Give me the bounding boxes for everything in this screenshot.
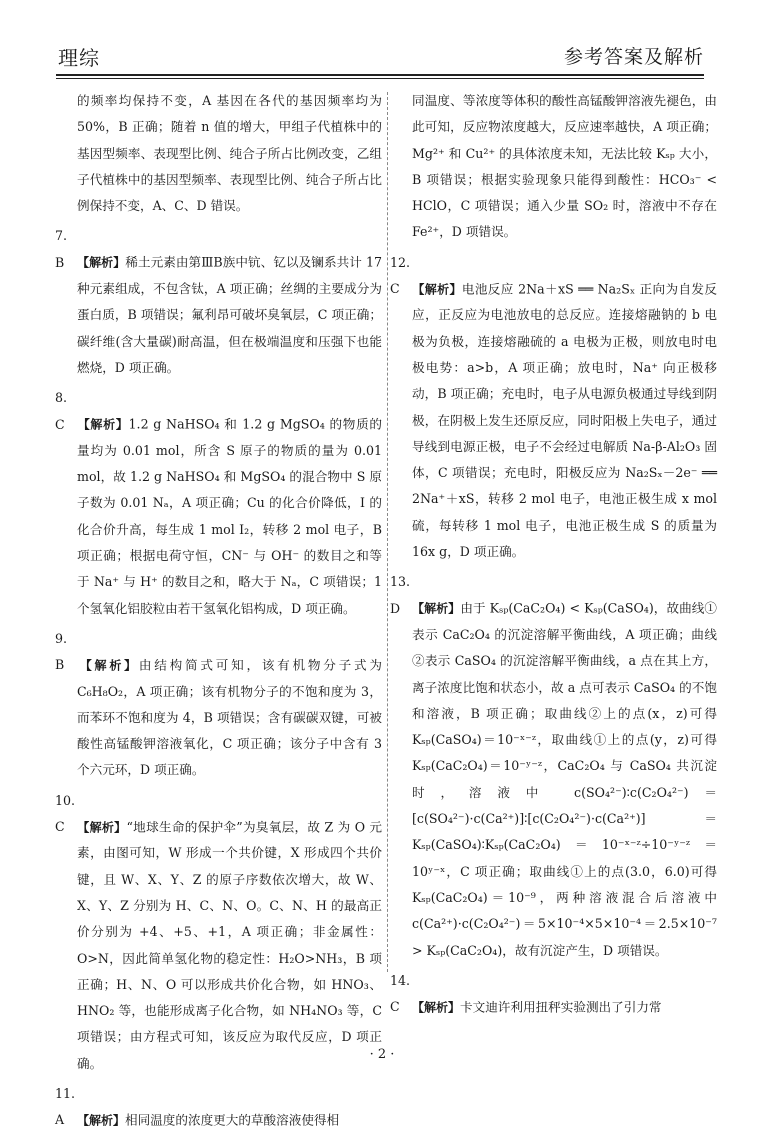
answer-item — [55, 223, 382, 381]
analysis-tag: 【解析】 — [77, 658, 139, 673]
answer-number: 9. B — [55, 630, 68, 673]
answer-text: 电池反应 2Na＋xS ══ Na₂Sₓ 正向为自发反应，正反应为电池放电的总反应。连接熔融钠的 b 电极为负极，连接熔融硫的 a 电极为正极，则放电时电极电势：a>b，A 项正确；放电时，Na⁺ 向正极移动，B 项正确；充电时，电子从电源负极通过导线到阴极，在阴极上发生还原反应，同时阳极上失电子，通过导线到电源正极，电子不会经过电解质 Na-β-Al₂O₃ 固体，C 项错误；充电时，阳极反应为 Na₂Sₓ－2e⁻ ══ 2Na⁺＋xS，转移 2 mol 电子，电池正极生成 x mol 硫，每转移 1 mol 电子，电池正极生成 S 的质量为 16x g，D 项正确。 — [412, 281, 717, 560]
answer-item — [55, 385, 382, 622]
answer-text: 1.2 g NaHSO₄ 和 1.2 g MgSO₄ 的物质的量均为 0.01 mol，所含 S 原子的物质的量为 0.01 mol，故 1.2 g NaHSO₄ 和 MgSO₄ 的混合物中 S 原子数为 0.01 Nₐ，A 项正确；Cu 的化合价降低，I 的化合价升高，每生成 1 mol I₂，转移 2 mol 电子，B 项正确；根据电荷守恒，CN⁻ 与 OH⁻ 的数目之和等于 Na⁺ 与 H⁺ 的数目之和，略大于 Nₐ，C 项错误；1 个氢氧化铝胶粒由若干氢氧化铝构成，D 项正确。 — [77, 416, 382, 616]
answer-item — [77, 88, 382, 219]
answer-text: 的频率均保持不变，A 基因在各代的基因频率均为 50%，B 正确；随着 n 值的增大，甲组子代植株中的基因型频率、表现型比例、纯合子所占比例改变，乙组子代植株中的基因型频率、表现型比例、纯合子所占比例保持不变，A、C、D 错误。 — [77, 93, 382, 214]
header-rule — [56, 74, 704, 76]
analysis-tag: 【解析】 — [77, 820, 127, 835]
answer-number: 7. B — [55, 228, 68, 270]
analysis-tag: 【解析】 — [412, 1000, 461, 1015]
answer-number: 8. C — [55, 390, 68, 432]
header-subject: 理综 — [58, 46, 100, 70]
answer-item — [390, 569, 717, 963]
analysis-tag: 【解析】 — [77, 1113, 126, 1128]
answer-item — [55, 1081, 382, 1134]
answer-item — [55, 788, 382, 1077]
answer-text: 卡文迪许利用扭秤实验测出了引力常 — [460, 999, 662, 1015]
header-rule-thin — [56, 78, 704, 79]
answer-text: 由结构简式可知，该有机物分子式为 C₆H₈O₂，A 项正确；该有机物分子的不饱和度为 3，而苯环不饱和度为 4，B 项错误；含有碳碳双键，可被酸性高锰酸钾溶液氧化，C 项正确；该分子中含有 3 个六元环，D 项正确。 — [77, 657, 382, 778]
answer-item — [412, 88, 717, 246]
answer-text: 稀土元素由第ⅢB族中钪、钇以及镧系共计 17 种元素组成，不包含钛，A 项正确；丝绸的主要成分为蛋白质，B 项错误；氟利昂可破坏臭氧层，C 项正确；碳纤维(含大量碳)耐高温，但在极端温度和压强下也能燃烧，D 项正确。 — [77, 254, 382, 375]
answer-text: “地球生命的保护伞”为臭氧层，故 Z 为 O 元素，由图可知，W 形成一个共价键，X 形成四个共价键，且 W、X、Y、Z 的原子序数依次增大，故 W、X、Y、Z 分别为 H、C、N、O。C、N、H 的最高正价分别为 +4、+5、+1，A 项正确；非金属性：O>N，因此简单氢化物的稳定性：H₂O>NH₃，B 项正确；H、N、O 可以形成共价化合物，如 HNO₃、HNO₂ 等，也能形成离子化合物，如 NH₄NO₃ 等，C 项错误；由方程式可知，该反应为取代反应，D 项正确。 — [77, 819, 382, 1071]
answer-text: 同温度、等浓度等体积的酸性高锰酸钾溶液先褪色，由此可知，反应物浓度越大，反应速率越快，A 项正确；Mg²⁺ 和 Cu²⁺ 的具体浓度未知，无法比较 Kₛₚ 大小，B 项错误；根据实验现象只能得到酸性：HCO₃⁻ < HClO，C 项错误；通入少量 SO₂ 时，溶液中不存在 Fe²⁺，D 项错误。 — [412, 93, 717, 240]
analysis-tag: 【解析】 — [412, 601, 461, 616]
answer-number: 13. D — [390, 574, 411, 616]
answer-item — [390, 250, 717, 566]
analysis-tag: 【解析】 — [412, 282, 462, 297]
right-column — [390, 88, 717, 1020]
answer-number: 10. C — [55, 792, 76, 835]
page-number: · 2 · — [369, 1047, 395, 1062]
analysis-tag: 【解析】 — [77, 417, 129, 432]
page-header — [56, 40, 704, 74]
answer-text: 由于 Kₛₚ(CaC₂O₄) < Kₛₚ(CaSO₄)，故曲线①表示 CaC₂O₄ 的沉淀溶解平衡曲线，A 项正确；曲线②表示 CaSO₄ 的沉淀溶解平衡曲线，a 点在其上方，离子浓度比饱和状态小，故 a 点可表示 CaSO₄ 的不饱和溶液，B 项正确；取曲线②上的点(x，z)可得 Kₛₚ(CaSO₄)＝10⁻ˣ⁻ᶻ，取曲线①上的点(y，z)可得 Kₛₚ(CaC₂O₄)＝10⁻ʸ⁻ᶻ，CaC₂O₄ 与 CaSO₄ 共沉淀时，溶液中 c(SO₄²⁻)∶c(C₂O₄²⁻)＝[c(SO₄²⁻)·c(Ca²⁺)]∶[c(C₂O₄²⁻)·c(Ca²⁺)]＝Kₛₚ(CaSO₄)∶Kₛₚ(CaC₂O₄)＝10⁻ˣ⁻ᶻ÷10⁻ʸ⁻ᶻ＝10ʸ⁻ˣ，C 项正确；取曲线①上的点(3.0，6.0)可得 Kₛₚ(CaC₂O₄)＝10⁻⁹，两种溶液混合后溶液中 c(Ca²⁺)·c(C₂O₄²⁻)＝5×10⁻⁴×5×10⁻⁴＝2.5×10⁻⁷ > Kₛₚ(CaC₂O₄)，故有沉淀产生，D 项错误。 — [412, 600, 717, 958]
column-divider — [387, 92, 388, 972]
analysis-tag: 【解析】 — [77, 255, 126, 270]
header-title: 参考答案及解析 — [563, 46, 704, 68]
answer-item — [55, 626, 382, 784]
answer-number: 14. C — [390, 972, 411, 1015]
left-column — [55, 88, 382, 1134]
answer-number: 11. A — [55, 1085, 76, 1128]
answer-text: 相同温度的浓度更大的草酸溶液使得相 — [125, 1112, 340, 1128]
answer-item — [390, 968, 717, 1021]
answer-number: 12. C — [390, 254, 411, 297]
